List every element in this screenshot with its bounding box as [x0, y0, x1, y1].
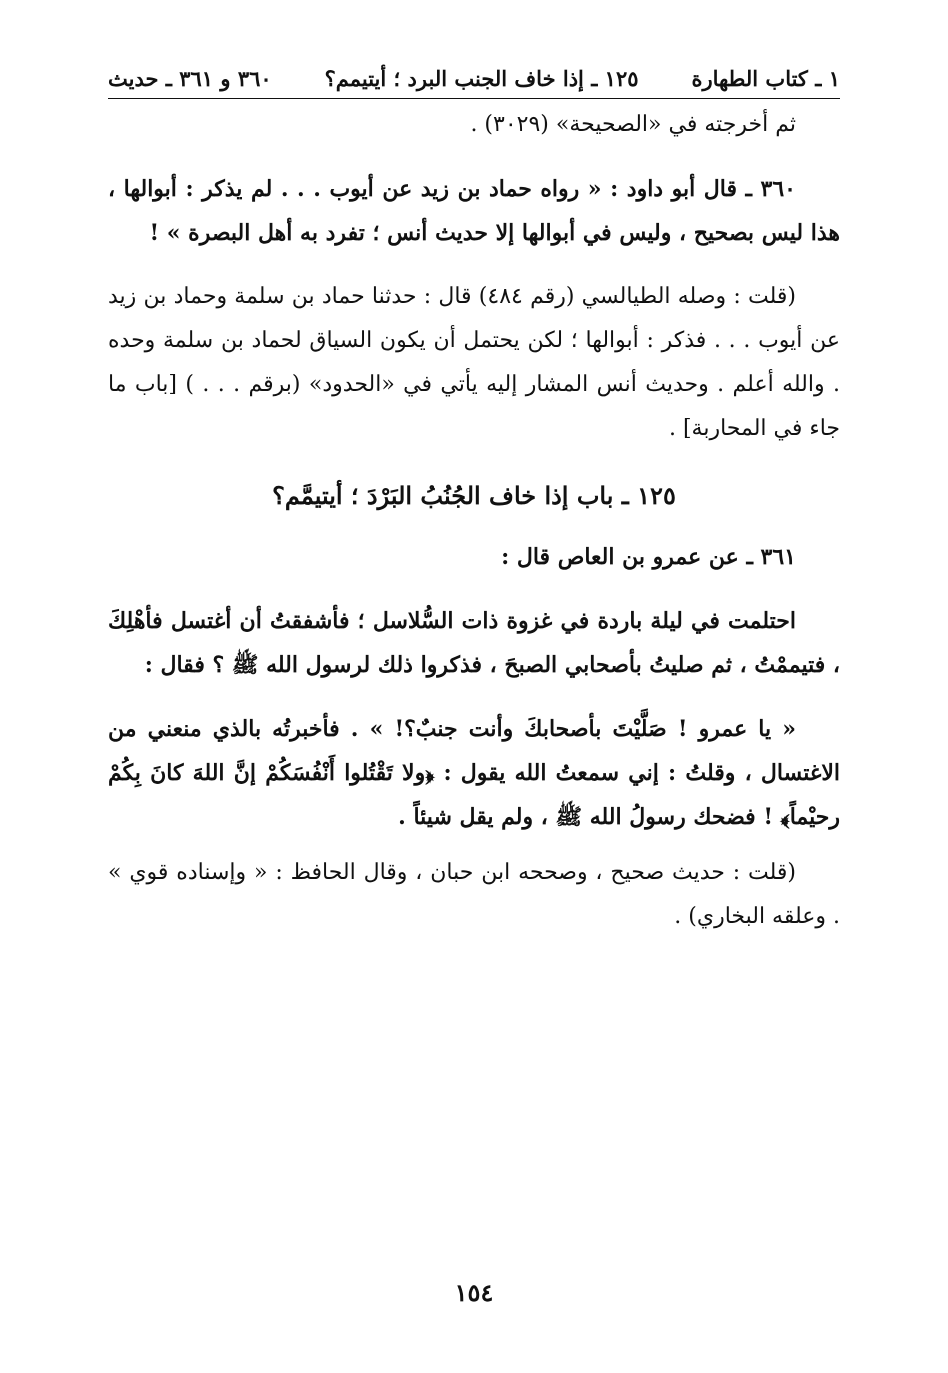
- document-page: [108, 62, 840, 939]
- page-number: ١٥٤: [454, 1278, 494, 1307]
- running-header: [108, 62, 840, 99]
- paragraph-hadith-361-continuation: « يا عمرو ! صَلَّيْتَ بأصحابكَ وأنت جنبٌ؟! » . فأخبرتُه بالذي منعني من الاغتسال ، وقلتُ : إني سمعتُ الله يقول : ﴿ولا تَقْتُلوا أَنْفُسَكُمْ إنَّ اللهَ كانَ بِكُمْ رحيْماً﴾ ! فضحك رسولُ الله ﷺ ، ولم يقل شيئاً .: [108, 716, 840, 830]
- paragraph-hadith-360: ٣٦٠ ـ قال أبو داود : « رواه حماد بن زيد عن أيوب . . . لم يذكر : أبوالها ، هذا ليس بصحيح ، وليس في أبوالها إلا حديث أنس ؛ تفرد به أهل البصرة » !: [108, 176, 840, 246]
- header-hadith-range: ٣٦٠ و ٣٦١ ـ حديث: [108, 66, 272, 91]
- paragraph-commentary-361: (قلت : حديث صحيح ، وصححه ابن حبان ، وقال الحافظ : « وإسناده قوي » . وعلقه البخاري) .: [108, 860, 840, 929]
- paragraph-hadith-361-narration: احتلمت في ليلة باردة في غزوة ذات السُّلاسل ؛ فأشفقتُ أن أغتسل فأهْلِكَ ، فتيممْتُ ، ثم صليتُ بأصحابي الصبحَ ، فذكروا ذلك لرسول الله ﷺ ؟ فقال :: [108, 608, 840, 678]
- chapter-heading: ١٢٥ ـ باب إذا خاف الجُنُبُ البَرْدَ ؛ أيتيمَّم؟: [272, 481, 676, 510]
- paragraph-commentary-360: (قلت : وصله الطيالسي (رقم ٤٨٤) قال : حدثنا حماد بن سلمة وحماد بن زيد عن أيوب . . . فذكر : أبوالها ؛ لكن يحتمل أن يكون السياق لحماد بن سلمة وحده . والله أعلم . وحديث أنس المشار إليه يأتي في «الحدود» (برقم . . . ) [باب ما جاء في المحاربة] .: [108, 284, 840, 441]
- paragraph-previous-reference: ثم أخرجته في «الصحيحة» (٣٠٢٩) .: [470, 112, 796, 137]
- hadith-361-intro: ٣٦١ ـ عن عمرو بن العاص قال :: [501, 544, 796, 570]
- header-book-title: ١ ـ كتاب الطهارة: [691, 66, 840, 91]
- header-chapter-title: ١٢٥ ـ إذا خاف الجنب البرد ؛ أيتيمم؟: [324, 66, 639, 91]
